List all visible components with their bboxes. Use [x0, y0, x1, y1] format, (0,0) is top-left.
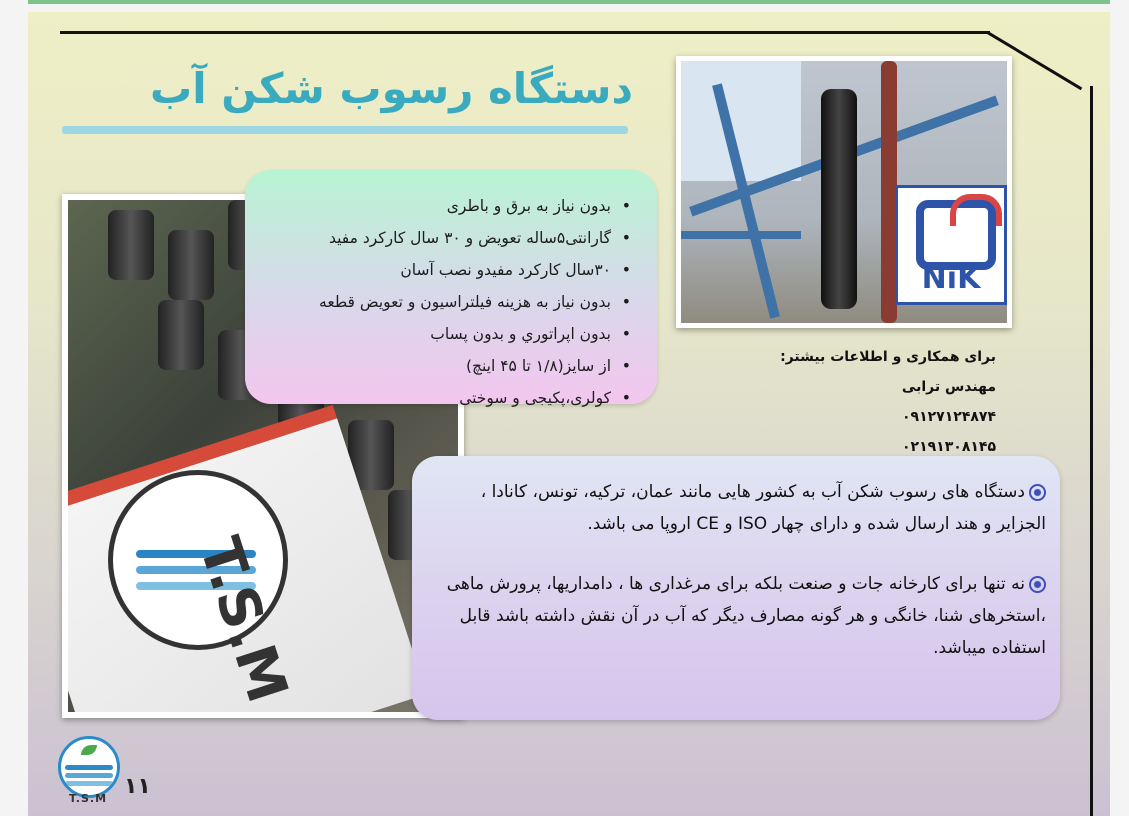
feature-item: • بدون اپراتوري و بدون پساب — [265, 318, 631, 350]
feature-item: • کولری،پکیجی و سوختی — [265, 382, 631, 414]
info-paragraph-usage: نه تنها برای کارخانه جات و صنعت بلکه برای مرغداری ها ، دامداریها، پرورش ماهی ،استخرهای شنا، خانگی و هر گونه مصارف دیگر که آب در آن نقش داشته باشد قابل استفاده میباشد. — [446, 574, 1046, 658]
title-underline — [62, 126, 628, 134]
radio-bullet-icon — [1029, 576, 1046, 593]
radio-bullet-icon — [1029, 484, 1046, 501]
product-photo-installation — [676, 56, 1012, 328]
nik-logo: NiK — [895, 185, 1007, 305]
slide — [28, 12, 1110, 816]
contact-phone-mobile: ۰۹۱۲۷۱۲۴۸۷۴ — [902, 409, 996, 425]
contact-heading: برای همکاری و اطلاعات بیشتر: — [780, 349, 996, 365]
frame-line-right — [1090, 86, 1093, 816]
frame-line-top — [60, 31, 990, 34]
water-descaler-device — [821, 89, 857, 309]
feature-item: • گارانتی۵ساله تعویض و ۳۰ سال کارکرد مفید — [265, 222, 631, 254]
info-paragraph-export: دستگاه های رسوب شکن آب به کشور هایی مانند عمان، ترکیه، تونس، کانادا ، الجزایر و هند ارسال شده و دارای چهار ISO و CE اروپا می باشد. — [480, 482, 1046, 534]
contact-phone-landline: ۰۲۱۹۱۳۰۸۱۴۵ — [902, 439, 996, 455]
footer-logo-text: T.S.M — [68, 792, 108, 805]
feature-item: • بدون نیاز به برق و باطری — [265, 190, 631, 222]
features-panel — [245, 170, 657, 407]
tsm-footer-logo-icon — [58, 736, 120, 798]
features-list — [245, 170, 657, 414]
info-panel — [412, 456, 1060, 720]
feature-item: • ۳۰سال کارکرد مفیدو نصب آسان — [265, 254, 631, 286]
top-accent-bar — [28, 0, 1110, 4]
feature-item: • بدون نیاز به هزینه فیلتراسیون و تعویض قطعه — [265, 286, 631, 318]
page-number: ۱۱ — [124, 774, 151, 799]
contact-info — [734, 342, 996, 462]
contact-name: مهندس ترابی — [901, 379, 996, 395]
page-title: دستگاه رسوب شکن آب — [150, 64, 633, 113]
tsm-package-text: T.S.M — [186, 530, 301, 711]
feature-item: • از سایز(۱/۸ تا ۴۵ اینچ) — [265, 350, 631, 382]
